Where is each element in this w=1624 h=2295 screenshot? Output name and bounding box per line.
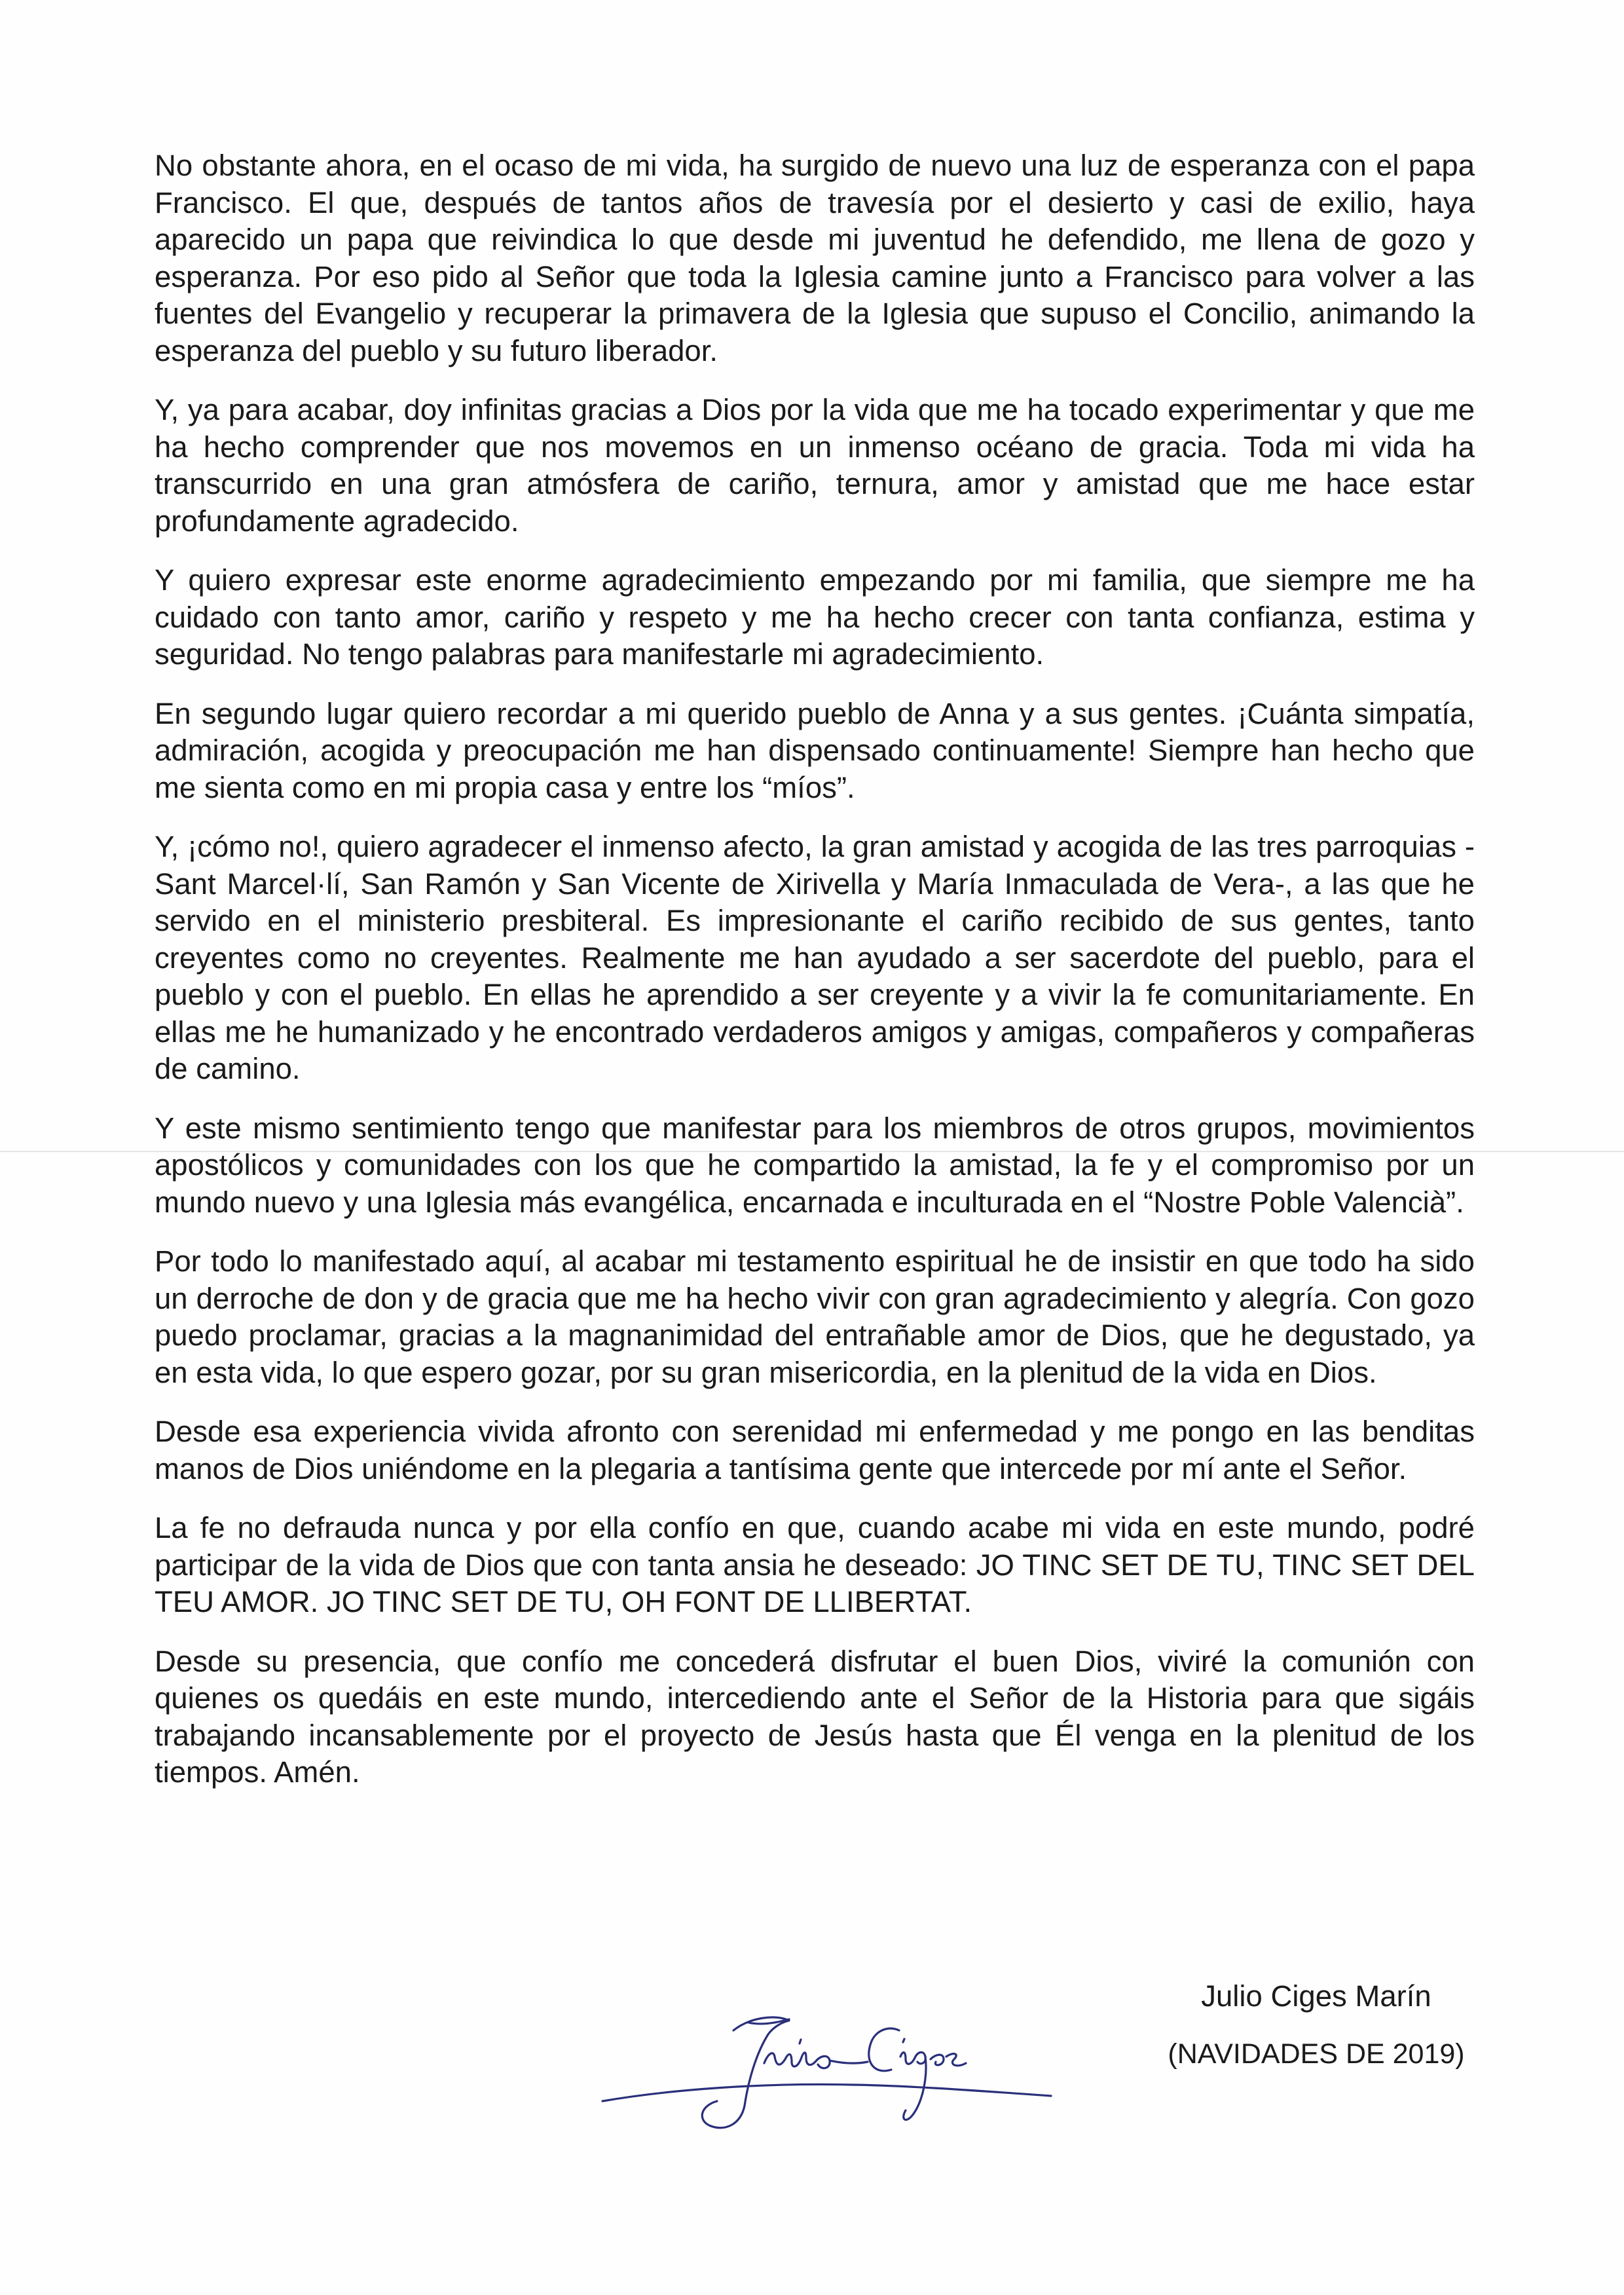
paragraph-closing: Desde su presencia, que confío me concederá disfrutar el buen Dios, viviré la comunión con quienes os quedáis en este mundo, intercediendo ante el Señor de la Historia para que sigáis trabajando incansablemente por el proyecto de Jesús hasta que Él venga en la plenitud de los tiempos. Amén. [155,1644,1475,1789]
paragraph-family: Y quiero expresar este enorme agradecimiento empezando por mi familia, que siempre me ha cuidado con tanto amor, cariño y respeto y me ha hecho crecer con tanta confianza, estima y seguridad. No tengo palabras para manifestarle mi agradecimiento. [155,563,1475,671]
paragraph-parishes: Y, ¡cómo no!, quiero agradecer el inmenso afecto, la gran amistad y acogida de las tres parroquias - Sant Marcel·lí, San Ramón y San Vicente de Xirivella y María Inmaculada de Vera-, a las que he servido en el ministerio presbiteral. Es impresionante el cariño recibido de sus gentes, tanto creyentes como no creyentes. Realmente me han ayudado a ser sacerdote del pueblo, para el pueblo y con el pueblo. En ellas he aprendido a ser creyente y a vivir la fe comunitariamente. En ellas me he humanizado y he encontrado verdaderos amigos y amigas, compañeros y compañeras de camino. [155,830,1475,1085]
handwritten-signature [593,1991,1090,2142]
letter-body [155,147,1475,1791]
author-name: Julio Ciges Marín [1201,1979,1431,2013]
date-line: (NAVIDADES DE 2019) [1168,2038,1465,2070]
paragraph-faith: La fe no defrauda nunca y por ella confío en que, cuando acabe mi vida en este mundo, podré participar de la vida de Dios que con tanta ansia he deseado: JO TINC SET DE TU, TINC SET DEL TEU AMOR. JO TINC SET DE TU, OH FONT DE LLIBERTAT. [155,1511,1475,1618]
paragraph-testament: Por todo lo manifestado aquí, al acabar mi testamento espiritual he de insistir en que todo ha sido un derroche de don y de gracia que me ha hecho vivir con gran agradecimiento y alegría. Con gozo puedo proclamar, gracias a la magnanimidad del entrañable amor de Dios, que he degustado, ya en esta vida, lo que espero gozar, por su gran misericordia, en la plenitud de la vida en Dios. [155,1244,1475,1389]
paragraph-pope-francis: No obstante ahora, en el ocaso de mi vida, ha surgido de nuevo una luz de esperanza con el papa Francisco. El que, después de tantos años de travesía por el desierto y casi de exilio, haya aparecido un papa que reivindica lo que desde mi juventud he defendido, me llena de gozo y esperanza. Por eso pido al Señor que toda la Iglesia camine junto a Francisco para volver a las fuentes del Evangelio y recuperar la primavera de la Iglesia que supuso el Concilio, animando la esperanza del pueblo y su futuro liberador. [155,149,1475,367]
paragraph-illness: Desde esa experiencia vivida afronto con serenidad mi enfermedad y me pongo en las benditas manos de Dios uniéndome en la plegaria a tantísima gente que intercede por mí ante el Señor. [155,1415,1475,1485]
paragraph-movements: Y este mismo sentimiento tengo que manifestar para los miembros de otros grupos, movimientos apostólicos y comunidades con los que he compartido la amistad, la fe y el compromiso por un mundo nuevo y una Iglesia más evangélica, encarnada e inculturada en el “Nostre Poble Valencià”. [155,1111,1475,1219]
paragraph-gratitude-to-god: Y, ya para acabar, doy infinitas gracias a Dios por la vida que me ha tocado experimentar y que me ha hecho comprender que nos movemos en un inmenso océano de gracia. Toda mi vida ha transcurrido en una gran atmósfera de cariño, ternura, amor y amistad que me hace estar profundamente agradecido. [155,393,1475,538]
paragraph-anna: En segundo lugar quiero recordar a mi querido pueblo de Anna y a sus gentes. ¡Cuánta simpatía, admiración, acogida y preocupación me han dispensado continuamente! Siempre han hecho que me sienta como en mi propia casa y entre los “míos”. [155,696,1475,804]
